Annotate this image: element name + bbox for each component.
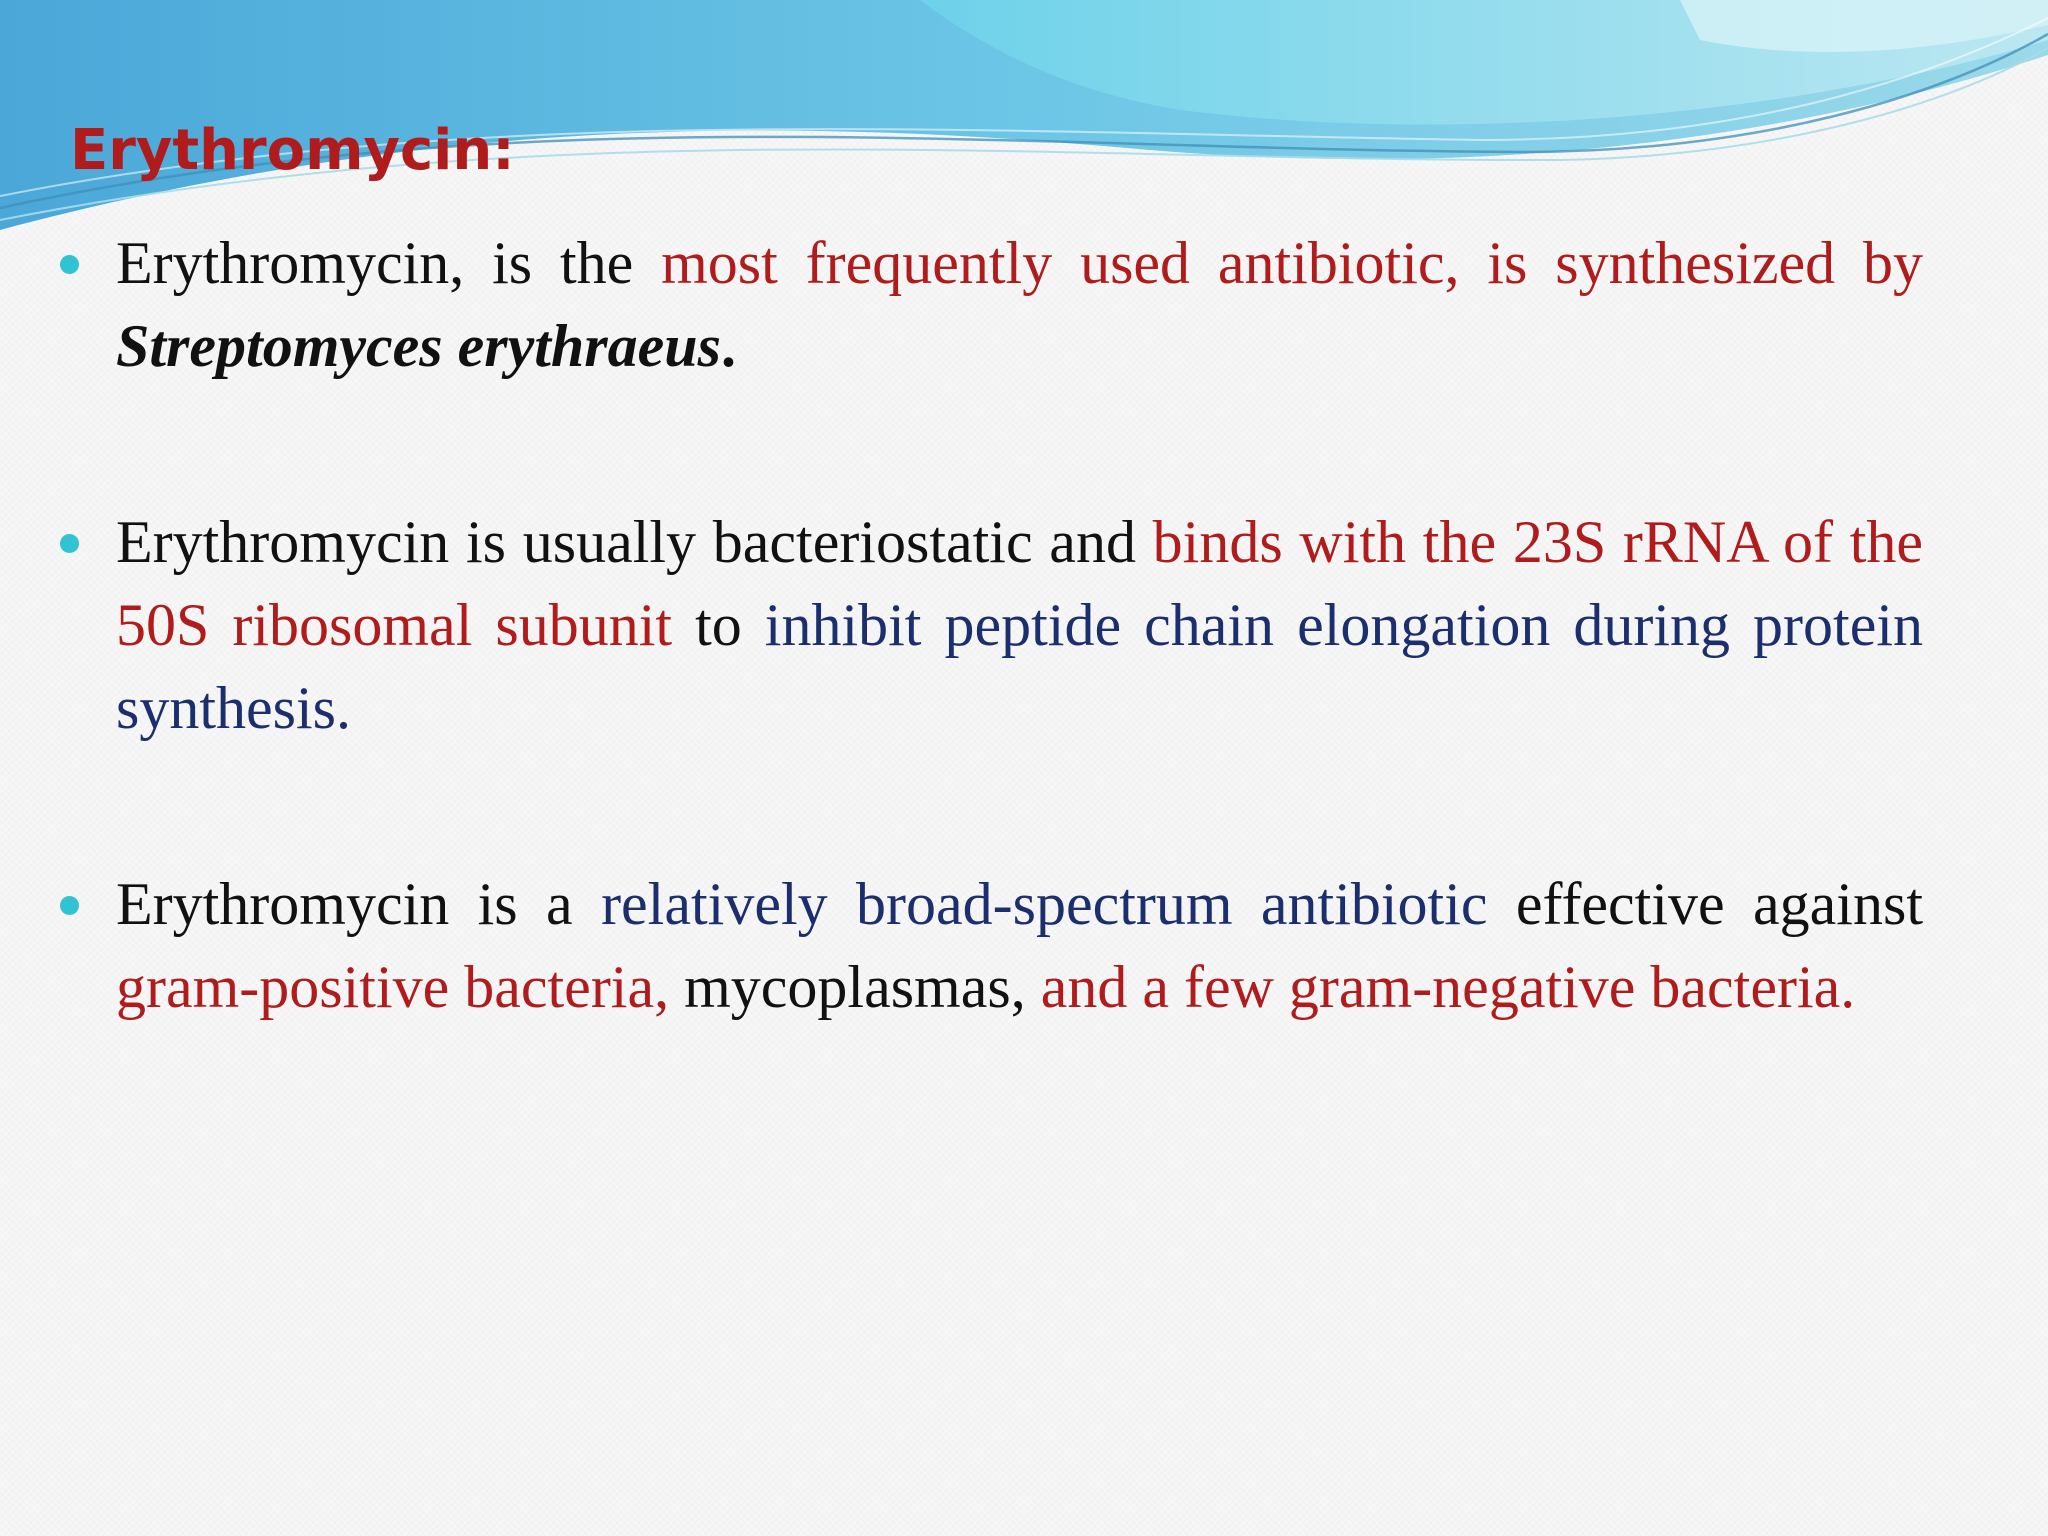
bullet-dot-icon [60,534,79,553]
bullet-item-2 [58,501,1923,750]
bullet-3-text-gram-negative: and a few gram-negative bacteria. [1040,954,1856,1020]
bullet-1-text-intro: Erythromycin, is the [116,230,662,296]
bullet-1-species-name: Streptomyces erythraeus [116,313,721,379]
bullet-1-period: . [720,313,736,379]
bullet-3-text-mycoplasmas: mycoplasmas, [669,954,1041,1020]
bullet-1-text-highlight: most frequently used antibiotic, is synthesized by [661,230,1924,296]
bullet-3-text-gram-positive: gram-positive bacteria, [116,954,670,1020]
bullet-3-text-intro: Erythromycin is a [116,871,602,937]
bullet-dot-icon [60,255,79,274]
bullet-2-text-inhibition: inhibit peptide chain elongation during protein synthesis. [116,592,1923,741]
bullet-item-3 [58,863,1923,1029]
bullet-3-text-effective: effective against [1487,871,1923,937]
bullet-dot-icon [60,896,79,915]
bullet-2-text-intro: Erythromycin is usually bacteriostatic and [116,509,1153,575]
bullet-2-text-binding: binds with the 23S rRNA of the 50S ribosomal subunit [116,509,1923,658]
bullet-2-text-connector: to [672,592,765,658]
bullet-item-1 [58,222,1923,388]
slide-title: Erythromycin: [70,118,515,183]
bullet-3-text-spectrum: relatively broad-spectrum antibiotic [601,871,1488,937]
bullet-list [58,222,1923,1029]
